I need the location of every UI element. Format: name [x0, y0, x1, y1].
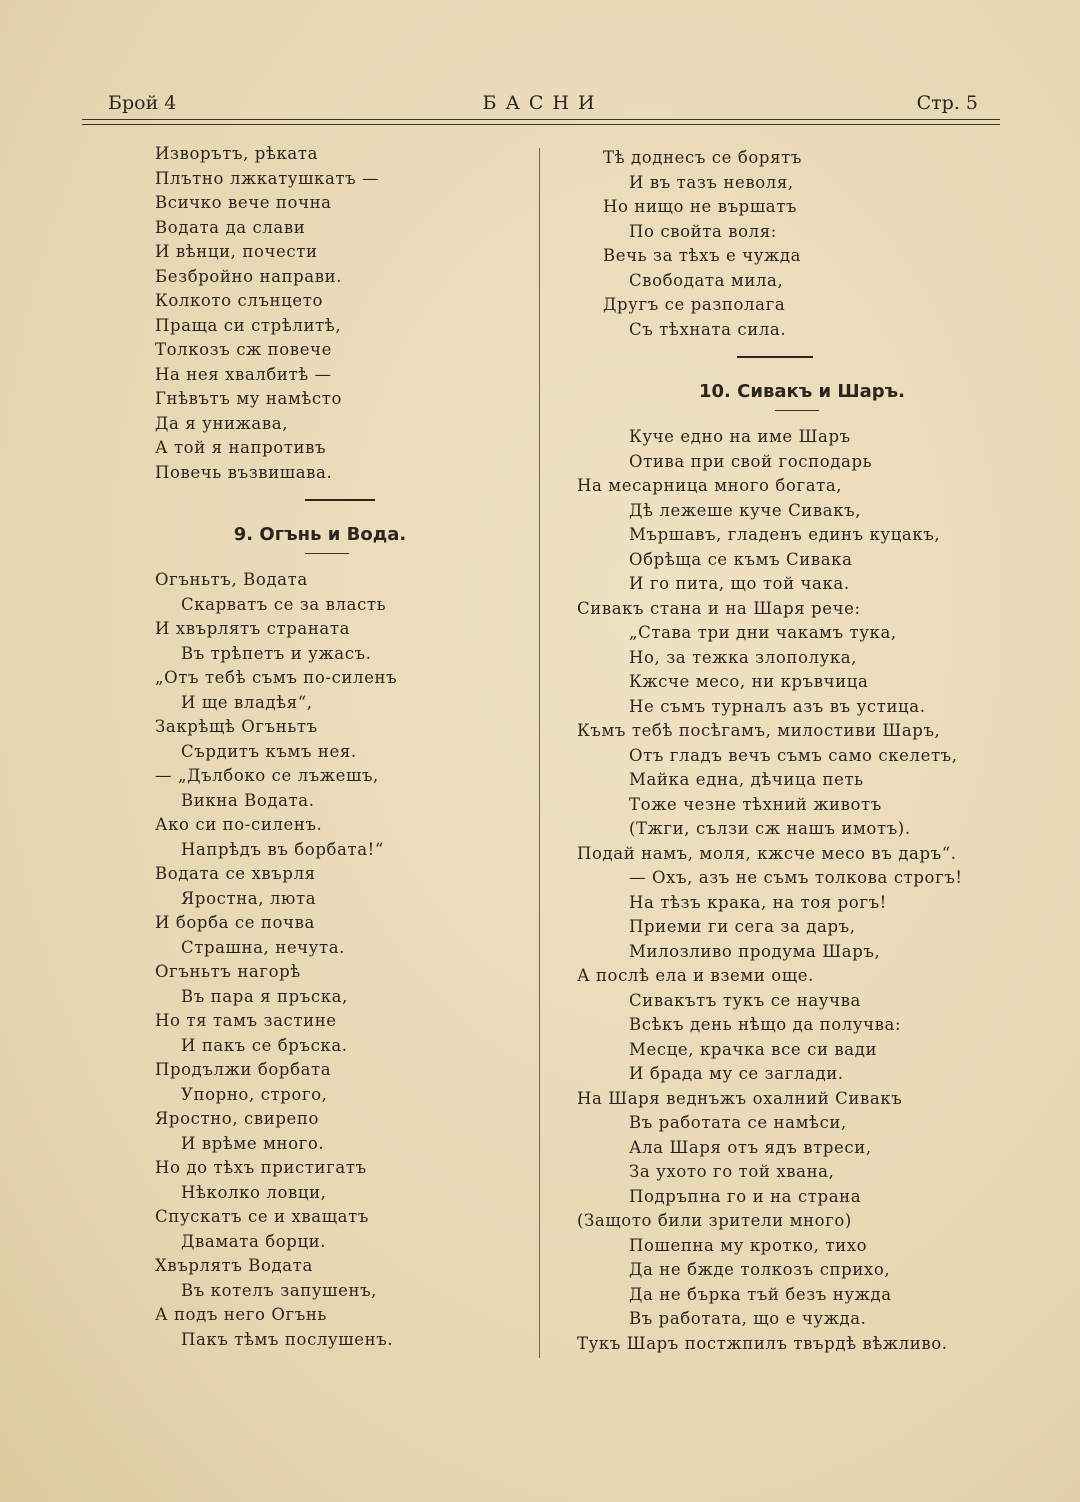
verse-line: За ухото го той хвана,	[629, 1162, 835, 1181]
verse-line: Съ тѣхната сила.	[629, 319, 787, 339]
verse-line: Яростна, люта	[181, 888, 317, 908]
verse-line: Сивакъ стана и на Шаря рече:	[577, 598, 861, 618]
title-divider	[775, 410, 819, 411]
verse-line: И вѣнци, почести	[155, 242, 318, 261]
verse-line: И ще владѣя“,	[181, 692, 313, 712]
verse-line: Нѣколко ловци,	[181, 1182, 327, 1202]
verse-line: На нея хвалбитѣ —	[155, 364, 332, 384]
verse-line: И борба се почва	[155, 913, 315, 932]
verse-line: И брада му се заглади.	[629, 1064, 844, 1083]
verse-line: Дѣ лежеше куче Сивакъ,	[629, 500, 862, 520]
page-number: Стр. 5	[916, 92, 978, 114]
verse-line: Свободата мила,	[629, 270, 784, 290]
verse-line: Въ работата, що е чужда.	[629, 1309, 867, 1328]
verse-line: Огъньтъ нагорѣ	[155, 962, 301, 981]
header-rule-bottom	[82, 124, 1000, 125]
fable-9-text	[155, 568, 525, 1352]
verse-line: Да я унижава,	[155, 413, 289, 433]
verse-line: На тѣзъ крака, на тоя рогъ!	[629, 892, 887, 912]
verse-line: Ала Шаря отъ ядъ втреси,	[629, 1137, 872, 1157]
verse-line: И врѣме много.	[181, 1133, 325, 1153]
verse-line: Всѣкъ день нѣщо да получва:	[629, 1015, 902, 1034]
verse-line: А подъ него Огънь	[155, 1305, 328, 1324]
verse-line: Тѣ доднесъ се борятъ	[603, 148, 802, 167]
header-rule-top	[82, 119, 1000, 120]
verse-line: Огъньтъ, Водата	[155, 570, 308, 589]
verse-line: Отива при свой господарь	[629, 451, 873, 471]
poem-continuation	[155, 142, 525, 485]
verse-line: На Шаря веднъжъ охалний Сивакъ	[577, 1088, 903, 1108]
verse-line: — Охъ, азъ не съмъ толкова строгъ!	[629, 868, 963, 887]
fable-9-title: 9. Огънь и Вода.	[233, 524, 407, 545]
verse-line: Въ котелъ запушенъ,	[181, 1280, 378, 1300]
verse-line: Милозливо продума Шаръ,	[629, 941, 881, 961]
verse-line: Водата да слави	[155, 217, 306, 237]
verse-line: Страшна, нечута.	[181, 937, 346, 957]
verse-line: По свойта воля:	[629, 221, 777, 241]
poem-continuation	[577, 146, 987, 342]
verse-line: Мършавъ, гладенъ единъ куцакъ,	[629, 525, 941, 544]
verse-line: Въ трѣпетъ и ужасъ.	[181, 643, 372, 663]
verse-line: Да не бжде толкозъ сприхо,	[629, 1260, 891, 1279]
verse-line: Куче едно на име Шаръ	[629, 427, 851, 446]
verse-line: Пакъ тѣмъ послушенъ.	[181, 1329, 394, 1349]
verse-line: „Отъ тебѣ съмъ по-силенъ	[155, 668, 398, 687]
verse-line: Отъ гладъ вечъ съмъ само скелетъ,	[629, 745, 958, 765]
section-divider	[305, 499, 375, 501]
verse-line: Продължи борбата	[155, 1060, 332, 1079]
fable-10-text	[577, 425, 987, 1356]
running-title: БАСНИ	[482, 92, 604, 114]
verse-line: Вечь за тѣхъ е чужда	[603, 246, 802, 265]
verse-line: Кжсче месо, ни кръвчица	[629, 672, 869, 691]
verse-line: Викна Водата.	[181, 790, 315, 810]
verse-line: Закрѣщѣ Огъньтъ	[155, 717, 318, 736]
verse-line: Подръпна го и на страна	[629, 1186, 862, 1206]
verse-line: И въ тазъ неволя,	[629, 172, 794, 192]
verse-line: Сивакътъ тукъ се научва	[629, 990, 861, 1010]
title-divider	[305, 553, 349, 554]
verse-line: Не съмъ турналъ азъ въ устица.	[629, 696, 926, 716]
section-divider	[737, 356, 813, 358]
verse-line: Но тя тамъ застине	[155, 1011, 337, 1030]
verse-line: Пошепна му кротко, тихо	[629, 1235, 868, 1255]
verse-line: Скарватъ се за власть	[181, 594, 387, 614]
verse-line: Упорно, строго,	[181, 1084, 328, 1104]
verse-line: Месце, крачка все си вади	[629, 1039, 878, 1059]
verse-line: Водата се хвърля	[155, 864, 316, 883]
verse-line: „Става три дни чакамъ тука,	[629, 623, 897, 642]
verse-line: Плътно лжкатушкатъ —	[155, 168, 380, 188]
verse-line: Повечь възвишава.	[155, 462, 333, 482]
verse-line: Ако си по-силенъ.	[155, 815, 323, 834]
verse-line: Другъ се разполага	[603, 295, 786, 314]
verse-line: Подай намъ, моля, кжсче месо въ даръ“.	[577, 843, 957, 863]
verse-line: Майка една, дѣчица петь	[629, 770, 864, 789]
fable-10-title: 10. Сивакъ и Шаръ.	[698, 381, 906, 402]
verse-line: Яростно, свирепо	[155, 1109, 319, 1128]
verse-line: Тукъ Шаръ постжпилъ твърдѣ вѣжливо.	[577, 1333, 948, 1353]
verse-line: И пакъ се бръска.	[181, 1035, 348, 1055]
verse-line: А той я напротивъ	[155, 438, 327, 457]
issue-number: Брой 4	[108, 92, 177, 114]
verse-line: А послѣ ела и вземи още.	[577, 966, 814, 985]
right-column	[577, 146, 987, 1356]
verse-line: Хвърлятъ Водата	[155, 1256, 313, 1275]
verse-line: Приеми ги сега за даръ,	[629, 917, 856, 936]
verse-line: Всичко вече почна	[155, 193, 332, 212]
verse-line: Гнѣвътъ му намѣсто	[155, 389, 343, 408]
verse-line: Изворътъ, рѣката	[155, 144, 319, 163]
verse-line: Напрѣдъ въ борбата!“	[181, 839, 384, 859]
column-divider	[539, 148, 540, 1358]
verse-line: Въ пара я пръска,	[181, 986, 348, 1006]
verse-line: (Защото били зрители много)	[577, 1211, 852, 1230]
verse-line: Обрѣща се къмъ Сивака	[629, 549, 853, 569]
verse-line: И хвърлятъ странатa	[155, 619, 351, 638]
verse-line: (Тжги, сълзи сж нашъ имотъ).	[629, 819, 911, 838]
verse-line: Колкото слънцето	[155, 291, 323, 310]
verse-line: Двамата борци.	[181, 1231, 327, 1251]
verse-line: Въ работата се намѣси,	[629, 1113, 847, 1132]
left-column	[155, 142, 525, 1352]
verse-line: На месарница много богата,	[577, 476, 843, 495]
verse-line: Къмъ тебѣ посѣгамъ, милостиви Шаръ,	[577, 721, 941, 740]
verse-line: Но, за тежка злополука,	[629, 647, 858, 667]
verse-line: Но до тѣхъ пристигатъ	[155, 1158, 367, 1177]
verse-line: Спускатъ се и хващатъ	[155, 1207, 369, 1226]
page-header	[108, 92, 978, 122]
verse-line: Толкозъ сж повече	[155, 340, 332, 359]
verse-line: Безбройно направи.	[155, 266, 343, 286]
verse-line: Сърдитъ къмъ нея.	[181, 741, 357, 761]
verse-line: Праща си стрѣлитѣ,	[155, 315, 342, 335]
verse-line: И го пита, що той чака.	[629, 574, 850, 593]
verse-line: Тоже чезне тѣхний животъ	[629, 794, 882, 814]
verse-line: Да не бърка тъй безъ нужда	[629, 1284, 892, 1304]
verse-line: Но нищо не вършатъ	[603, 197, 798, 216]
verse-line: — „Дълбоко се лъжешъ,	[155, 766, 379, 785]
